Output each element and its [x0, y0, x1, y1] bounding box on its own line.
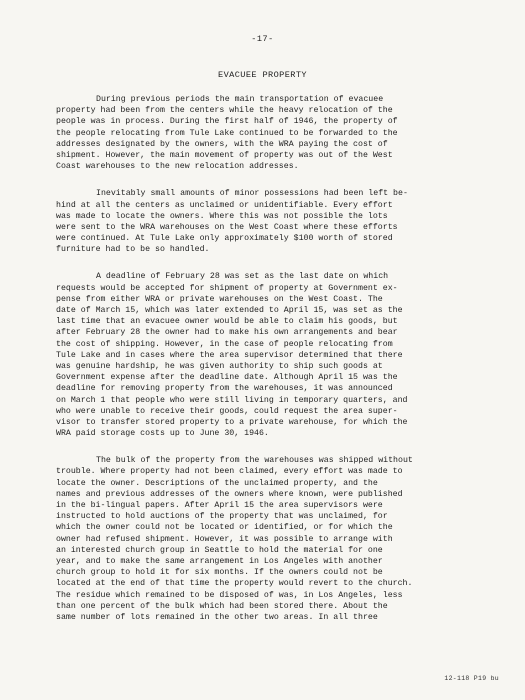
body-text — [56, 94, 500, 639]
text-line: trouble. Where property had not been claimed, every effort was made to — [56, 467, 403, 477]
text-line: owner had refused shipment. However, it was possible to arrange with — [56, 534, 393, 544]
text-line: names and previous addresses of the owners where known, were published — [56, 489, 403, 499]
text-line: WRA paid storage costs up to June 30, 1946. — [56, 429, 269, 439]
text-line: on March 1 that people who were still living in temporary quarters, and — [56, 395, 408, 405]
text-line: A deadline of February 28 was set as the last date on which — [96, 272, 389, 282]
text-line: were sent to the WRA warehouses on the West Coast where these efforts — [56, 222, 398, 232]
text-line: Tule Lake and in cases where the area supervisor determined that there — [56, 350, 403, 360]
text-line: was made to locate the owners. Where this was not possible the lots — [56, 211, 388, 221]
page-number: -17- — [251, 34, 274, 44]
text-line: During previous periods the main transportation of evacuee — [96, 95, 384, 104]
text-line: locate the owner. Descriptions of the unclaimed property, and the — [56, 478, 378, 488]
text-line: instructed to hold auctions of the property that was unclaimed, for — [56, 512, 388, 522]
text-line: same number of lots remained in the other two areas. In all three — [56, 612, 378, 622]
text-line: requests would be accepted for shipment of property at Government ex- — [56, 283, 398, 293]
text-line: who were unable to receive their goods, could request the area super- — [56, 406, 398, 416]
text-line: deadline for removing property from the warehouses, it was announced — [56, 384, 393, 394]
paragraph-3 — [56, 271, 500, 439]
footer-code: 12-118 P19 bu — [444, 675, 499, 682]
paragraph-1 — [56, 94, 500, 172]
paragraph-2 — [56, 188, 500, 255]
text-line: was genuine hardship, he was given authority to ship such goods at — [56, 361, 383, 371]
text-line: property had been from the centers while the heavy relocation of the — [56, 106, 393, 116]
text-line: which the owner could not be located or identified, or for which the — [56, 523, 393, 533]
text-line: than one percent of the bulk which had been stored there. About the — [56, 601, 388, 611]
text-line: The bulk of the property from the warehouses was shipped without — [96, 456, 413, 466]
paragraph-4 — [56, 455, 500, 623]
text-line: addresses designated by the owners, with the WRA paying the cost of — [56, 139, 388, 149]
text-line: church group to hold it for six months. If the owners could not be — [56, 568, 383, 578]
text-line: hind at all the centers as unclaimed or unidentifiable. Every effort — [56, 200, 393, 210]
text-line: pense from either WRA or private warehouses on the West Coast. The — [56, 294, 383, 304]
text-line: year, and to make the same arrangement in Los Angeles with another — [56, 556, 383, 566]
text-line: last time that an evacuee owner would be able to claim his goods, but — [56, 317, 398, 327]
section-title: EVACUEE PROPERTY — [218, 70, 307, 80]
text-line: date of March 15, which was later extended to April 15, was set as the — [56, 306, 403, 315]
text-line: people was in process. During the first half of 1946, the property of — [56, 117, 398, 127]
text-line: The residue which remained to be disposed of was, in Los Angeles, less — [56, 590, 403, 600]
text-line: after February 28 the owner had to make his own arrangements and bear — [56, 328, 398, 338]
text-line: the people relocating from Tule Lake continued to be forwarded to the — [56, 128, 398, 138]
text-line: located at the end of that time the property would revert to the church. — [56, 579, 413, 589]
text-line: were continued. At Tule Lake only approximately $100 worth of stored — [56, 234, 393, 244]
text-line: shipment. However, the main movement of property was out of the West — [56, 150, 393, 160]
text-line: furniture had to be so handled. — [56, 245, 210, 255]
text-line: an interested church group in Seattle to hold the material for one — [56, 545, 383, 555]
text-line: Coast warehouses to the new relocation addresses. — [56, 162, 299, 172]
text-line: Inevitably small amounts of minor possessions had been left be- — [96, 189, 408, 199]
text-line: Government expense after the deadline date. Although April 15 was the — [56, 373, 398, 383]
text-line: visor to transfer stored property to a private warehouse, for which the — [56, 417, 408, 427]
text-line: in the bi-lingual papers. After April 15 the area supervisors were — [56, 501, 383, 510]
text-line: the cost of shipping. However, in the case of people relocating from — [56, 339, 393, 349]
